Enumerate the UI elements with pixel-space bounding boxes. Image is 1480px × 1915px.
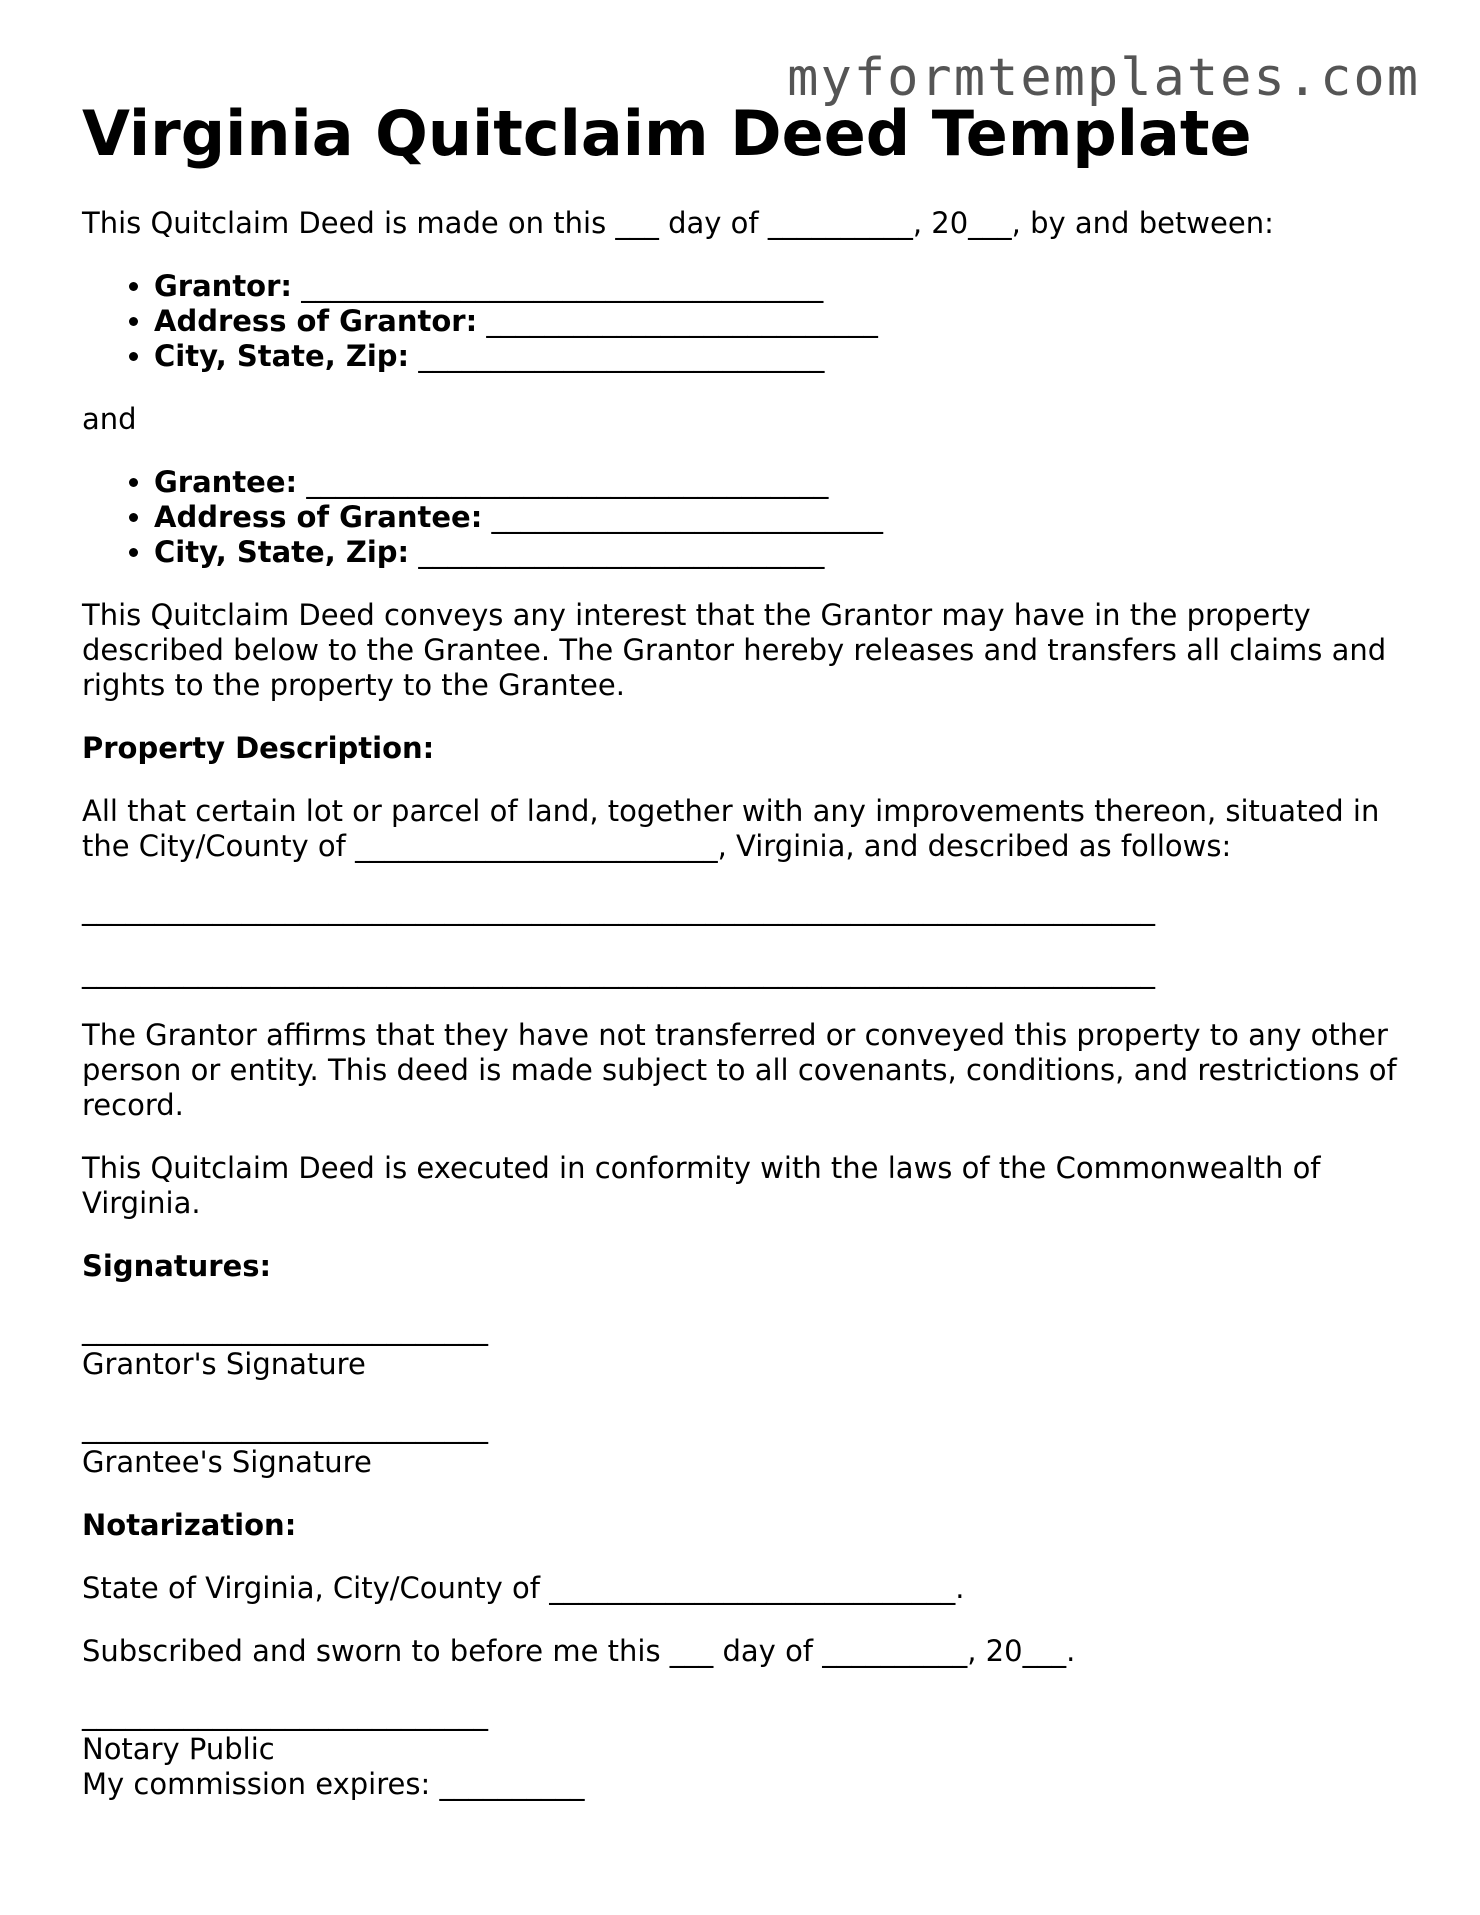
list-item-grantor-city: • City, State, Zip: ____________________________ — [154, 339, 1402, 374]
and-text: and — [82, 402, 137, 437]
notary-signature-line: ____________________________ — [82, 1697, 488, 1732]
list-item-grantee: • Grantee: ____________________________________ — [154, 465, 1402, 500]
description-line-1: __________________________________________________________________________ — [82, 892, 1155, 927]
signatures-heading: Signatures: — [82, 1249, 272, 1284]
list-item-grantee-city: • City, State, Zip: ____________________________ — [154, 535, 1402, 570]
document-page — [82, 97, 1402, 1830]
intro-paragraph: This Quitclaim Deed is made on this ___ day of __________, 20___, by and between: — [82, 206, 1274, 241]
notary-state-line: State of Virginia, City/County of ____________________________. — [82, 1571, 965, 1606]
list-item-grantor-address: • Address of Grantor: ___________________________ — [154, 304, 1402, 339]
commission-expires-line: My commission expires: __________ — [82, 1767, 585, 1802]
grantee-signature-line: ____________________________ — [82, 1410, 488, 1445]
property-paragraph: All that certain lot or parcel of land, together with any improvements thereon, situated in the City/County of _________________________, Virginia, and described as follows: — [82, 794, 1380, 864]
list-item-grantor: • Grantor: ____________________________________ — [154, 269, 1402, 304]
notary-signature-block — [82, 1697, 1402, 1802]
grantee-signature-label: Grantee's Signature — [82, 1445, 372, 1480]
grantee-list — [82, 465, 1402, 570]
document-title: Virginia Quitclaim Deed Template — [82, 97, 1252, 170]
property-heading: Property Description: — [82, 731, 435, 766]
site-watermark: myformtemplates.com — [787, 48, 1420, 108]
grantee-signature-block — [82, 1410, 1402, 1480]
grantor-signature-label: Grantor's Signature — [82, 1347, 366, 1382]
notarization-heading: Notarization: — [82, 1508, 297, 1543]
grantor-signature-line: ____________________________ — [82, 1312, 488, 1347]
list-item-grantee-address: • Address of Grantee: ___________________________ — [154, 500, 1402, 535]
affirmation-paragraph: The Grantor affirms that they have not transferred or conveyed this property to any other person or entity. This deed is made subject to all covenants, conditions, and restrictions of record. — [82, 1018, 1397, 1123]
conformity-paragraph: This Quitclaim Deed is executed in conformity with the laws of the Commonwealth of Virginia. — [82, 1151, 1321, 1221]
conveyance-paragraph: This Quitclaim Deed conveys any interest that the Grantor may have in the property described below to the Grantee. The Grantor hereby releases and transfers all claims and rights to the property to the Grantee. — [82, 598, 1387, 703]
grantor-signature-block — [82, 1312, 1402, 1382]
grantor-list — [82, 269, 1402, 374]
notary-sworn-line: Subscribed and sworn to before me this ___ day of __________, 20___. — [82, 1634, 1076, 1669]
description-line-2: __________________________________________________________________________ — [82, 955, 1155, 990]
notary-public-label: Notary Public — [82, 1732, 275, 1767]
